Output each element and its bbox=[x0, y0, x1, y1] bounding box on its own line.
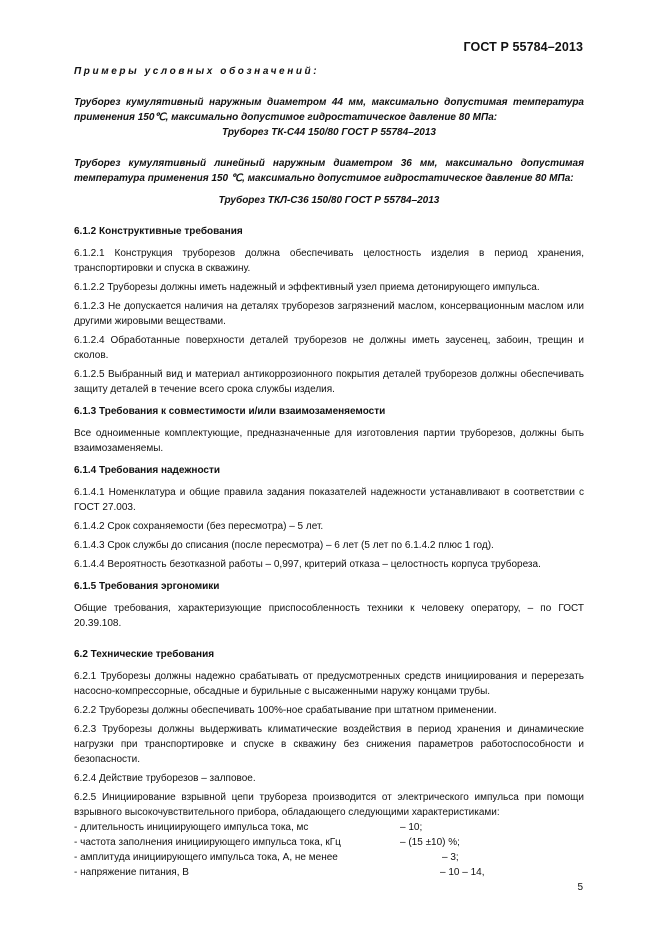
spec-value: – 3; bbox=[442, 852, 459, 863]
paragraph-6-2-4: 6.2.4 Действие труборезов – залповое. bbox=[74, 773, 256, 784]
spec-row bbox=[74, 865, 584, 880]
example-1-code: Труборез ТК-С44 150/80 ГОСТ Р 55784–2013 bbox=[222, 127, 436, 138]
document-id: ГОСТ Р 55784–2013 bbox=[463, 40, 583, 54]
section-heading-6-1-4: 6.1.4 Требования надежности bbox=[74, 465, 221, 476]
spec-value: – 10; bbox=[400, 822, 423, 833]
paragraph-6-1-3: Все одноименные комплектующие, предназначенные для изготовления партии труборезов, должны быть взаимозаменяемы. bbox=[74, 428, 584, 454]
paragraph-6-1-5: Общие требования, характеризующие приспособленность техники к человеку оператору, – по ГОСТ 20.39.108. bbox=[74, 603, 584, 629]
paragraph-6-2-2: 6.2.2 Труборезы должны обеспечивать 100%-ное срабатывание при штатном применении. bbox=[74, 705, 497, 716]
paragraph-6-1-4-3: 6.1.4.3 Срок службы до списания (после пересмотра) – 6 лет (5 лет по 6.1.4.2 плюс 1 год). bbox=[74, 540, 494, 551]
paragraph-6-1-4-1: 6.1.4.1 Номенклатура и общие правила задания показателей надежности устанавливают в соответствии с ГОСТ 27.003. bbox=[74, 487, 584, 513]
paragraph-6-1-2-3: 6.1.2.3 Не допускается наличия на деталях труборезов загрязнений маслом, консервационным маслом или другими жировыми веществами. bbox=[74, 301, 584, 327]
spec-row bbox=[74, 850, 584, 865]
section-heading-6-1-5: 6.1.5 Требования эргономики bbox=[74, 581, 220, 592]
spec-value: – (15 ±10) %; bbox=[400, 837, 460, 848]
page-number: 5 bbox=[577, 882, 583, 893]
section-heading-6-1-3: 6.1.3 Требования к совместимости и/или взаимозаменяемости bbox=[74, 406, 386, 417]
paragraph-6-1-4-2: 6.1.4.2 Срок сохраняемости (без пересмотра) – 5 лет. bbox=[74, 521, 324, 532]
example-1-text: Труборез кумулятивный наружным диаметром 44 мм, максимально допустимая температура применения 150℃, максимально допустимое гидростатическое давление 80 МПа: bbox=[74, 97, 584, 123]
spec-label: - напряжение питания, В bbox=[74, 867, 189, 878]
spec-value: – 10 – 14, bbox=[440, 867, 485, 878]
paragraph-6-1-4-4: 6.1.4.4 Вероятность безотказной работы – 0,997, критерий отказа – целостность корпуса трубореза. bbox=[74, 559, 541, 570]
spec-label: - длительность инициирующего импульса тока, мс bbox=[74, 822, 309, 833]
spec-row bbox=[74, 835, 584, 850]
paragraph-6-1-2-1: 6.1.2.1 Конструкция труборезов должна обеспечивать целостность изделия в период хранения, транспортировки и спуска в скважину. bbox=[74, 248, 584, 274]
example-2-code: Труборез ТКЛ-С36 150/80 ГОСТ Р 55784–2013 bbox=[218, 195, 440, 206]
spec-label: - амплитуда инициирующего импульса тока, А, не менее bbox=[74, 852, 338, 863]
section-heading-6-1-2: 6.1.2 Конструктивные требования bbox=[74, 226, 243, 237]
examples-title: Примеры условных обозначений: bbox=[74, 66, 320, 77]
page-content bbox=[74, 64, 584, 880]
paragraph-6-2-1: 6.2.1 Труборезы должны надежно срабатывать от предусмотренных средств инициирования и перерезать насосно-компрессорные, обсадные и бурильные с высаженными наружу концами трубы. bbox=[74, 671, 584, 697]
paragraph-6-2-3: 6.2.3 Труборезы должны выдерживать климатические воздействия в период хранения и динамические нагрузки при транспортировке и спуске в скважину без снижения параметров работоспособности и безопасности. bbox=[74, 724, 584, 765]
spec-row bbox=[74, 820, 584, 835]
paragraph-6-2-5: 6.2.5 Инициирование взрывной цепи трубореза производится от электрического импульса при помощи взрывного высокочувствительного прибора, обладающего следующими характеристиками: bbox=[74, 792, 584, 818]
example-2-text: Труборез кумулятивный линейный наружным диаметром 36 мм, максимально допустимая температура применения 150 ℃, максимально допустимое гидростатическое давление 80 МПа: bbox=[74, 158, 584, 184]
paragraph-6-1-2-2: 6.1.2.2 Труборезы должны иметь надежный и эффективный узел приема детонирующего импульса. bbox=[74, 282, 540, 293]
section-heading-6-2: 6.2 Технические требования bbox=[74, 649, 215, 660]
paragraph-6-1-2-5: 6.1.2.5 Выбранный вид и материал антикоррозионного покрытия деталей труборезов должны обеспечивать защиту деталей в течение всего срока службы изделия. bbox=[74, 369, 584, 395]
spec-label: - частота заполнения инициирующего импульса тока, кГц bbox=[74, 837, 341, 848]
paragraph-6-1-2-4: 6.1.2.4 Обработанные поверхности деталей труборезов не должны иметь заусенец, забоин, трещин и сколов. bbox=[74, 335, 584, 361]
